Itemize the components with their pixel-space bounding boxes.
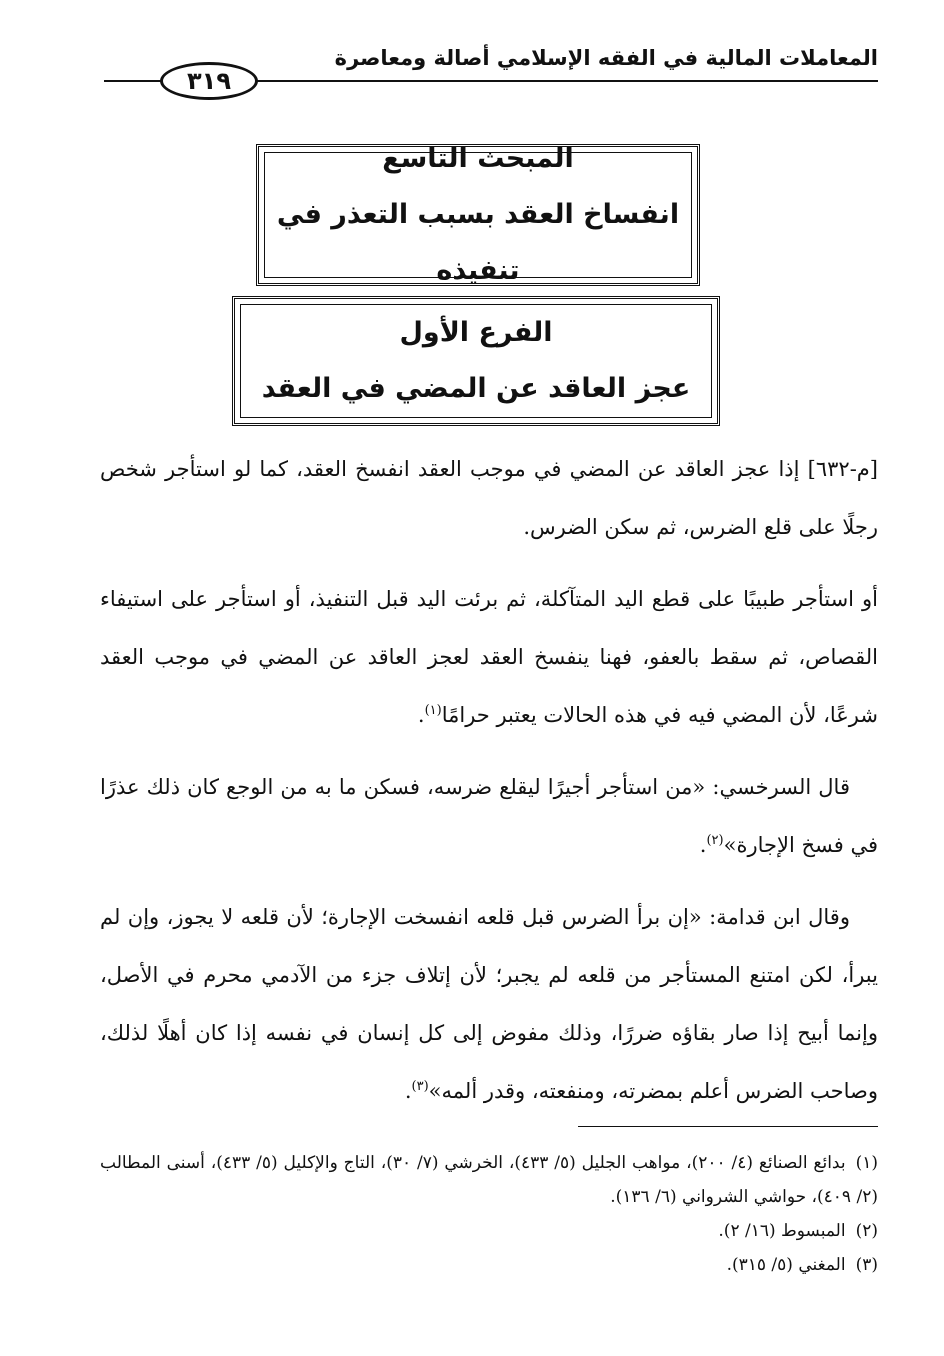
paragraph [100,570,878,744]
paragraph [100,758,878,874]
paragraph-text: وقال ابن قدامة: «إن برأ الضرس قبل قلعه انفسخت الإجارة؛ لأن قلعه لا يجوز، وإن لم يبرأ، لكن امتنع المستأجر من قلعه لم يجبر؛ لأن إتلاف جزء من الآدمي محرم في الأصل، وإنما أبيح إذا صار بقاؤه ضررًا، وذلك مفوض إلى كل إنسان في نفسه إذا كان أهلًا لذلك، وصاحب الضرس أعلم بمضرته، ومنفعته، وقدر ألمه» [100,905,878,1103]
paragraph [100,440,878,556]
section-title: انفساخ العقد بسبب التعذر في تنفيذه [276,199,680,286]
footnote-text: المبسوط (١٦/ ٢). [718,1221,846,1241]
section-label: المبحث التاسع [382,143,574,174]
paragraph-text: أو استأجر طبيبًا على قطع اليد المتآكلة، ثم برئت اليد قبل التنفيذ، أو استأجر على استيفاء القصاص، ثم سقط بالعفو، فهنا ينفسخ العقد لعجز العاقد عن المضي في موجب العقد شرعًا، لأن المضي فيه في هذه الحالات يعتبر حرامًا [100,587,878,727]
paragraph-end: . [417,703,425,727]
footnotes [100,1146,878,1282]
footnote-ref[interactable]: (١) [424,703,442,718]
running-header-title: المعاملات المالية في الفقه الإسلامي أصالة ومعاصرة [334,46,878,70]
page-number-badge: ٣١٩ [160,62,258,100]
paragraph [100,888,878,1120]
footnote [100,1146,878,1214]
paragraph-text: [م-٦٣٢] إذا عجز العاقد عن المضي في موجب العقد انفسخ العقد، كما لو استأجر شخص رجلًا على قلع الضرس، ثم سكن الضرس. [100,457,878,539]
paragraph-text: قال السرخسي: «من استأجر أجيرًا ليقلع ضرسه، فسكن ما به من الوجع كان ذلك عذرًا في فسخ الإجارة» [100,775,878,857]
subsection-heading-frame [232,296,720,426]
footnote [100,1214,878,1248]
footnote-number: (٣) [855,1255,878,1275]
section-heading-frame [256,144,700,286]
footnote-number: (١) [855,1153,878,1173]
footnote-ref[interactable]: (٢) [706,833,724,848]
footnote-separator [578,1126,878,1127]
subsection-title: عجز العاقد عن المضي في العقد [261,373,691,404]
paragraph-end: . [699,833,707,857]
body-text [100,440,878,1134]
footnote [100,1248,878,1282]
paragraph-end: . [404,1079,412,1103]
footnote-text: بدائع الصنائع (٤/ ٢٠٠)، مواهب الجليل (٥/ ٤٣٣)، الخرشي (٧/ ٣٠)، التاج والإكليل (٥/ ٤٣٣)، أسنى المطالب (٢/ ٤٠٩)، حواشي الشرواني (٦/ ١٣٦). [100,1153,878,1207]
footnote-number: (٢) [855,1221,878,1241]
footnote-text: المغني (٥/ ٣١٥). [726,1255,846,1275]
footnote-ref[interactable]: (٣) [411,1079,429,1094]
subsection-label: الفرع الأول [399,317,553,348]
